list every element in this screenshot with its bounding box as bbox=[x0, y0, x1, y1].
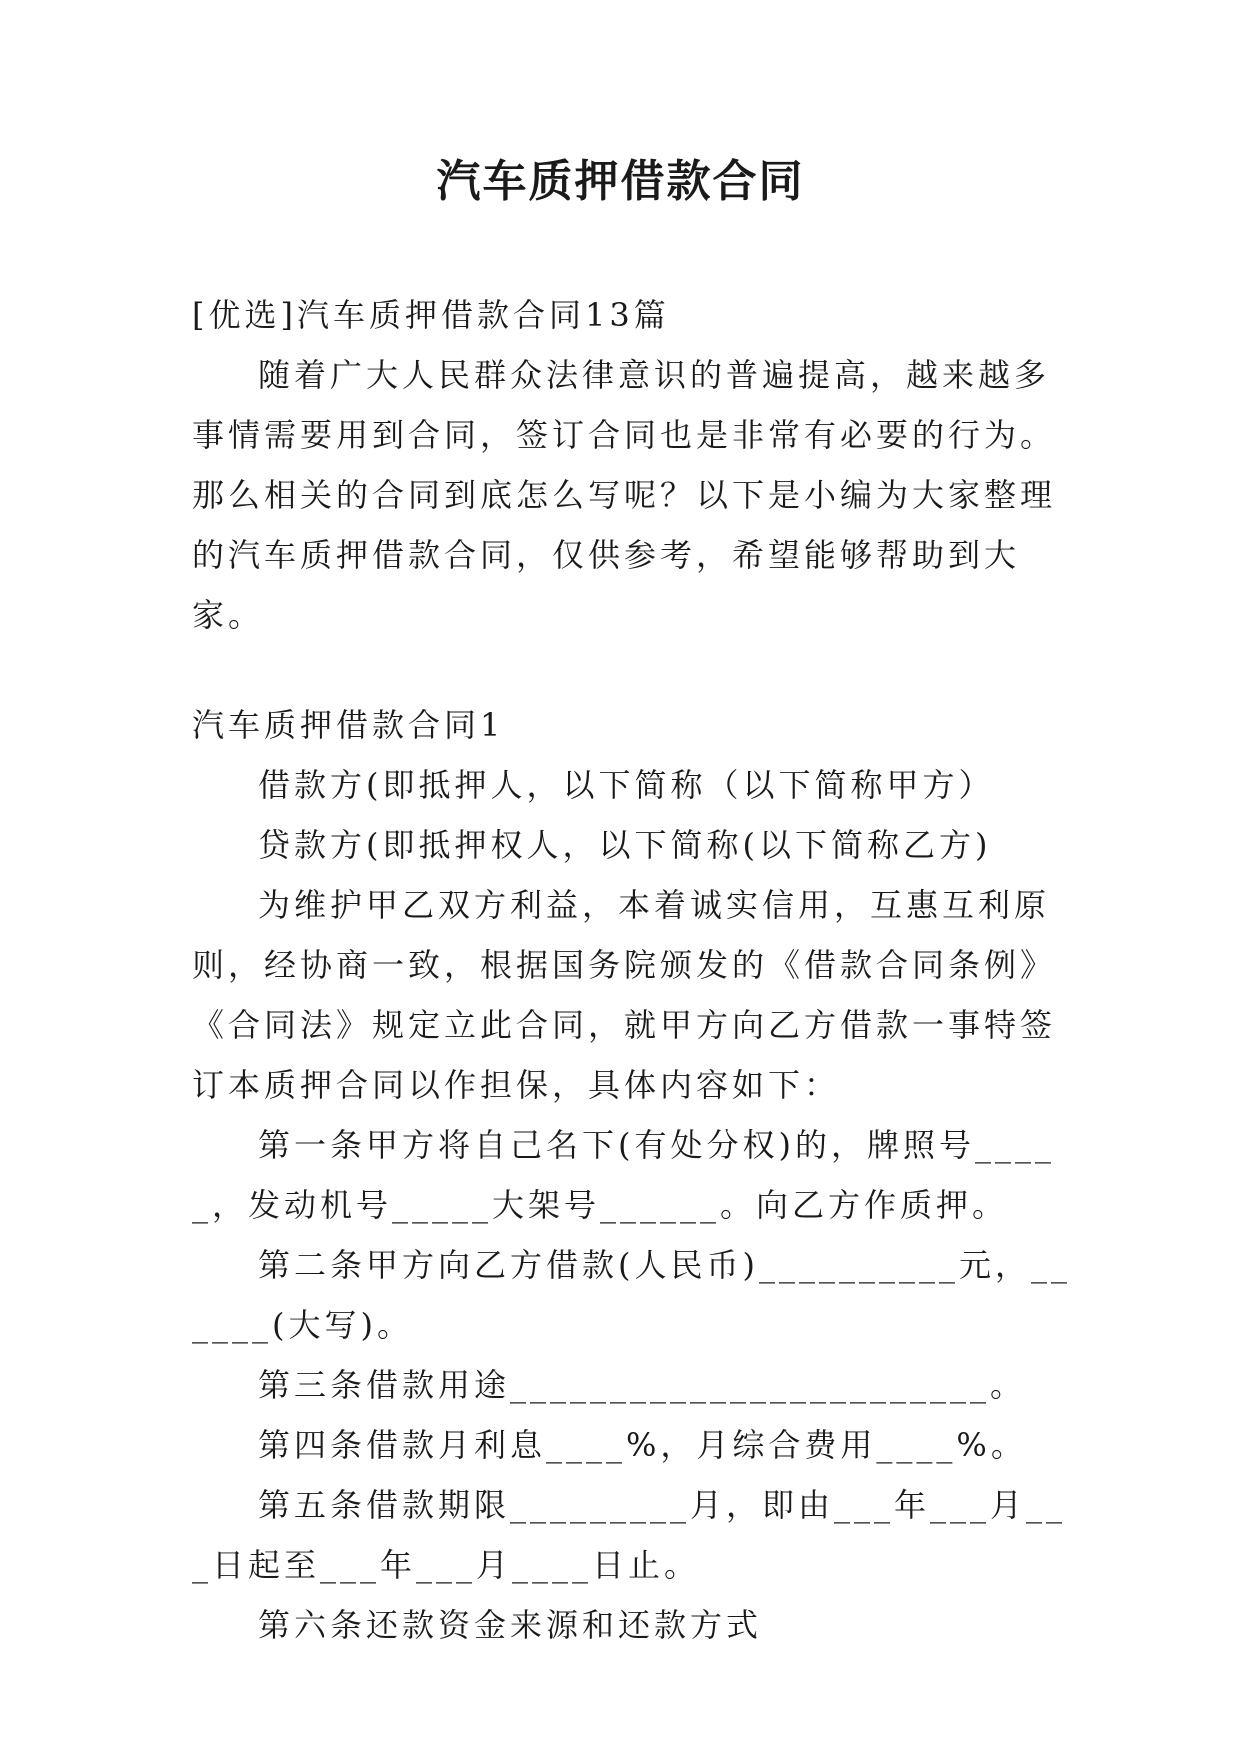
section-spacer bbox=[192, 645, 1072, 695]
clause-6: 第六条还款资金来源和还款方式 bbox=[258, 1606, 763, 1644]
paragraph-lender: 贷款方(即抵押权人，以下简称(以下简称乙方) bbox=[258, 826, 992, 864]
section-heading: 汽车质押借款合同1 bbox=[192, 706, 505, 744]
paragraph-preamble: 为维护甲乙双方利益，本着诚实信用，互惠互利原则，经协商一致，根据国务院颁发的《借款合同条例》《合同法》规定立此合同，就甲方向乙方借款一事特签订本质押合同以作担保，具体内容如下： bbox=[192, 886, 1057, 1104]
clause-1: 第一条甲方将自己名下(有处分权)的，牌照号_____，发动机号_____大架号______。向乙方作质押。 bbox=[192, 1126, 1055, 1224]
clause-2: 第二条甲方向乙方借款(人民币)__________元，______(大写)。 bbox=[192, 1246, 1071, 1344]
clause-5: 第五条借款期限_________月，即由___年___月___日起至___年___月____日止。 bbox=[192, 1486, 1067, 1584]
document-title: 汽车质押借款合同 bbox=[436, 156, 805, 207]
intro-paragraph: 随着广大人民群众法律意识的普遍提高，越来越多事情需要用到合同，签订合同也是非常有必要的行为。那么相关的合同到底怎么写呢？以下是小编为大家整理的汽车质押借款合同，仅供参考，希望能够帮助到大家。 bbox=[192, 356, 1057, 634]
paragraph-borrower: 借款方(即抵押人，以下简称（以下简称甲方） bbox=[258, 766, 995, 804]
document-body bbox=[192, 285, 1072, 1655]
clause-4: 第四条借款月利息____%，月综合费用____%。 bbox=[258, 1426, 1027, 1464]
document-subtitle: [优选]汽车质押借款合同13篇 bbox=[192, 296, 670, 334]
clause-3: 第三条借款用途________________________。 bbox=[258, 1366, 1027, 1404]
